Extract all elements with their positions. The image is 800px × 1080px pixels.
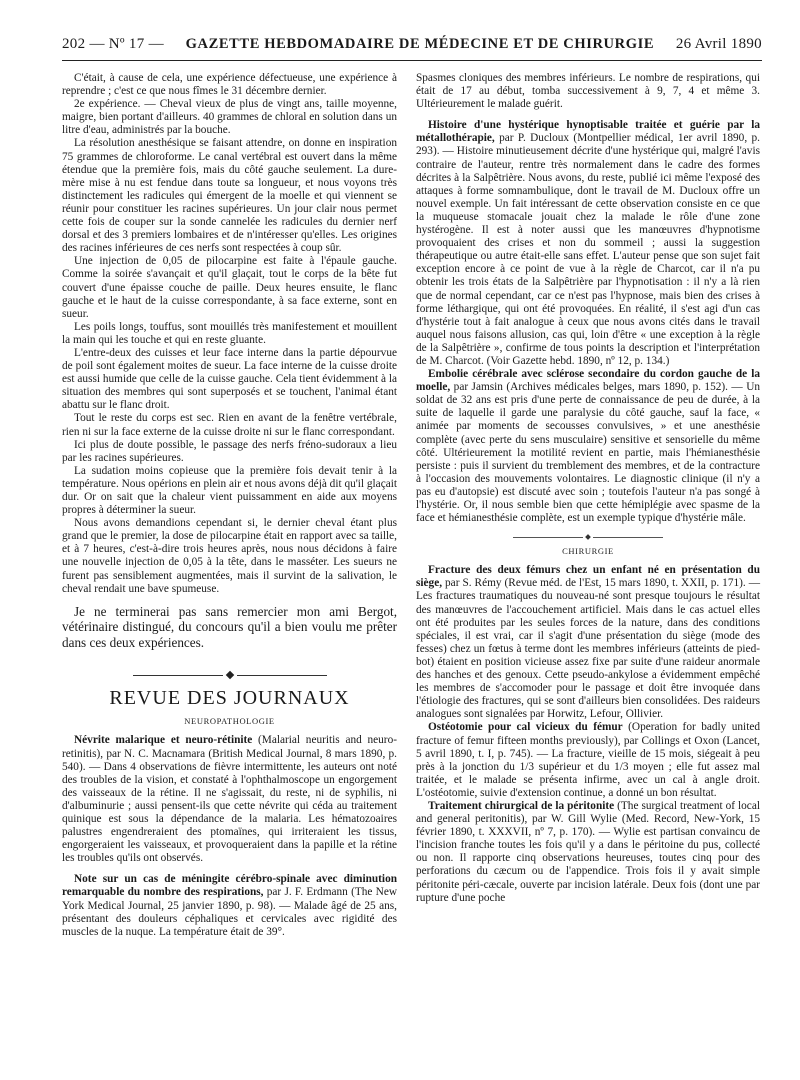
article-entry <box>416 119 760 368</box>
article-entry <box>416 368 760 525</box>
journal-title: GAZETTE HEBDOMADAIRE DE MÉDECINE ET DE CHIRURGIE <box>185 36 655 52</box>
article-body: par J. F. Erdmann (The New York Medical Journal, 25 janvier 1890, p. 98). — Malade âgé de 25 ans, présentant des douleurs céphaliques et cervicales avec rigidité des muscles de la nuque. La température était de 39°. <box>62 886 397 938</box>
article-title: Névrite malarique et neuro-rétinite <box>74 734 253 747</box>
article-title: Note sur un cas de méningite cérébro-spinale avec diminution remarquable du nombre des respirations, <box>62 873 397 899</box>
article-body: par P. Ducloux (Montpellier médical, 1er avril 1890, p. 293). — Histoire minutieusement décrite d'une hystérique qui, malgré l'avis contraire de l'auteur, rentre très normalement dans le cadre des formes décrites à la Salpêtrière. Nous avons, du reste, publié ici même l'exposé des attaques à forme somnambulique, dont le travail de M. Ducloux offre un nouvel exemple. Un fait intéressant de cette observation consiste en ce que la muqueuse stomacale jouait chez la malade le rôle d'une zone hystérogène. Il est à noter aussi que les manœuvres d'hypnotisme provoquaient des crises et non du sommeil ; aussi la suggestion thérapeutique ou autre était-elle sans effet. L'auteur pense que son sujet fait exception encore à ce point de vue à la règle de Charcot, car il n'a pu obtenir les trois états de la Salpêtrière par l'hypnotisation : il n'y a là rien que de normal cependant, car ce n'est pas l'hypnose, mais bien des crises à forme léthargique, qui ont été provoquées. En réalité, il s'est agi d'un cas d'hystérie tout à fait analogue à ceux que nous avons cités dans le travail auquel nous faisons allusion, cas qui, loin d'être « une exception à la règle de la Salpêtrière », confirme de tous points la description et l'interprétation de M. Charcot. (Voir Gazette hebd. 1890, nº 12, p. 134.) <box>416 132 760 367</box>
article-title: Ostéotomie pour cal vicieux du fémur <box>428 721 623 734</box>
issue-date: 26 Avril 1890 <box>675 36 762 52</box>
paragraph: Les poils longs, touffus, sont mouillés très manifestement et mouillent la main qui les touche et qui en reste gluante. <box>62 320 397 346</box>
article-entry <box>416 564 760 721</box>
subsection-heading: CHIRURGIE <box>562 546 614 557</box>
article-entry <box>416 721 760 800</box>
subsection-heading: NEUROPATHOLOGIE <box>184 716 275 727</box>
left-column <box>62 72 397 939</box>
paragraph: 2e expérience. — Cheval vieux de plus de vingt ans, taille moyenne, maigre, bien portant d'ailleurs. 40 grammes de chloral en solution dans un litre d'eau, administrés par la bouche. <box>62 98 397 137</box>
section-divider <box>416 535 760 539</box>
paragraph: C'était, à cause de cela, une expérience défectueuse, une expérience à reprendre ; c'est ce que nous fîmes le 31 décembre dernier. <box>62 72 397 98</box>
article-entry <box>416 800 760 905</box>
section-heading: REVUE DES JOURNAUX <box>109 687 350 710</box>
article-entry <box>62 734 397 865</box>
article-body: par S. Rémy (Revue méd. de l'Est, 15 mars 1890, t. XXII, p. 171). — Les fractures traumatiques du nouveau-né sont presque toujours le résultat des manœuvres de l'accouchement artificiel. Mais dans le cas actuel elles ont été produites par les seules forces de la nature, dans des conditions spéciales, il est vrai, car il s'agit d'une présentation du siège (mode des fesses) chez un fœtus à terme dont les membres inférieurs (atteints de pied-bot) étaient en position vicieuse assez fixe par suite d'une raideur anormale des hanches et des genoux. Cette pseudo-ankylose a évidemment empêché les membres de s'accomoder pour le passage et doit être invoquée dans l'étiologie des fractures, qui se sont d'ailleurs bien consolidées. Des raideurs analogues sont signalées par Horwitz, Lefour, Ollivier. <box>416 577 760 721</box>
paragraph: La résolution anesthésique se faisant attendre, on donne en inspiration 75 grammes de chloroforme. Le canal vertébral est ouvert dans la même étendue que la première fois, mais du côté gauche seulement. La dure-mère mise à nu est fendue dans toute sa longueur, et nous voyons très distinctement les radicules qui émergent de la moelle et qui viennent se réunir pour constituer les racines supérieures. Un jour clair nous permet cette fois de couper sur la sonde cannelée les radicules du dernier nerf dorsal et des 3 premiers lombaires et de n'intéresser qu'elles. Les origines des racines inférieures de ces nerfs sont respectées à coup sûr. <box>62 137 397 255</box>
paragraph: Une injection de 0,05 de pilocarpine est faite à l'épaule gauche. Comme la soirée s'avançait et qu'il glaçait, tout le corps de la bête fut couvert d'une épaisse couche de paille. Deux heures ensuite, le flanc gauche et le haut de la cuisse correspondante, à sa face externe, sont en sueur. <box>62 255 397 320</box>
article-body: (The surgical treatment of local and general peritonitis), par W. Gill Wylie (Med. Record, New-York, 15 février 1890, t. XXXVII, nº 7, p. 170). — Wylie est partisan convaincu de l'incision franche toutes les fois qu'il y a dans le péritoine du pus, collecté ou non. Il rapporte cinq observations heureuses, toutes cinq pour des perforations du cæcum ou de l'appendice. Trois fois il y avait simple péritonite péri-cæcale, ouverte par incision latérale. Deux fois (dont une par rupture d'une poche <box>416 799 760 904</box>
article-body: par Jamsin (Archives médicales belges, mars 1890, p. 152). — Un soldat de 32 ans est pris d'une perte de connaissance de peu de durée, à la suite de laquelle il garde une paralysie du côté gauche, sauf la face, « animée par moments de secousses convulsives, » et une anesthésie complète (avec perte du sens musculaire) sensitive et sensorielle du même côté. Ultérieurement la motilité revient en partie, mais l'hémianesthésie persiste : puis il survient du tremblement des membres, et de la contracture à l'occasion des mouvements volontaires. Le diagnostic clinique (il n'y a pas eu d'autopsie) est discuté avec soin ; toutefois l'auteur n'a pas songé à l'hystérie. Or, il nous semble bien que cette hémiplégie avec spasme de la face et hémianesthésie complète, est un exemple typique d'hystérie mâle. <box>416 381 760 525</box>
closing-paragraph: Je ne terminerai pas sans remercier mon ami Bergot, vétérinaire distingué, du concours qu'il a bien voulu me prêter dans ces deux expériences. <box>62 603 397 650</box>
paragraph: Tout le reste du corps est sec. Rien en avant de la fenêtre vertébrale, rien ni sur la face externe de la cuisse droite ni sur le flanc correspondant. <box>62 412 397 438</box>
paragraph: Nous avons demandions cependant si, le dernier cheval étant plus grand que le premier, la dose de pilocarpine était en rapport avec sa taille, et à 7 heures, c'est-à-dire trois heures après, nous nous décidons à faire une nouvelle injection de 0,05 à la tête, dans le masséter. Les sueurs ne furent pas sensiblement augmentées, mais il survint de la salivation, le cheval rendait une bave spumeuse. <box>62 517 397 595</box>
article-body: (Operation for badly united fracture of femur fifteen months previously), par Collings et Oxon (Lancet, 5 avril 1890, t. I, p. 745). — La fracture, vieille de 15 mois, siégeait à peu près à la jonction du 1/3 supérieur et du 1/3 moyen ; elle fut assez mal traitée, et le malade se présenta infirme, avec un cal à angle droit. L'ostéotomie, suivie d'extension continue, a donné un bon résultat. <box>416 721 760 799</box>
paragraph: L'entre-deux des cuisses et leur face interne dans la partie dépourvue de poil sont également moites de sueur. La face interne de la cuisse droite est aussi humide que celle de la cuisse gauche. Cela tient évidemment à la situation des membres qui sont superposés et se touchent, l'animal étant abattu sur le flanc droit. <box>62 346 397 412</box>
article-entry <box>62 873 397 938</box>
header-rule <box>62 60 762 61</box>
paragraph: Spasmes cloniques des membres inférieurs. Le nombre de respirations, qui était de 17 au début, tomba successivement à 9, 7, 4 et même 3. Ultérieurement le malade guérit. <box>416 72 760 111</box>
article-title: Traitement chirurgical de la péritonite <box>428 799 615 812</box>
paragraph: Ici plus de doute possible, le passage des nerfs fréno-sudoraux a lieu par les racines supérieures. <box>62 438 397 464</box>
article-title: Fracture des deux fémurs chez un enfant né en présentation du siège, <box>416 564 760 590</box>
page-header <box>62 36 762 58</box>
right-column <box>416 72 760 905</box>
article-title: Histoire d'une hystérique hynoptisable traitée et guérie par la métallothérapie, <box>416 119 760 145</box>
section-ornament <box>62 672 397 678</box>
paragraph: La sudation moins copieuse que la première fois devait tenir à la température. Nous opérions en plein air et nous avons déjà dit qu'il glaçait dur. Or on sait que la chaleur vient puissamment en aide aux moyens propres à déterminer la sueur. <box>62 464 397 517</box>
article-body: (Malarial neuritis and neuro-retinitis), par N. C. Macnamara (British Medical Journal, 8 mars 1890, p. 540). — Dans 4 observations de fièvre intermittente, les auteurs ont noté des troubles de la vision, et constaté à l'ophthalmoscope un engorgement des vaisseaux de la rétine. Il ne s'agissait, du reste, ni de syphilis, ni d'albuminurie ; aussi pensent-ils que cette névrite qui céda au traitement quinique est sous la dépendance de la malaria. Les hématozoaires palustres engendreraient des ptomaïnes, qui irriteraient les tissus, engorgeraient les vaisseaux, et provoqueraient dans la papille et la rétine les troubles qu'ils ont observés. <box>62 734 397 865</box>
article-title: Embolie cérébrale avec sclérose secondaire du cordon gauche de la moelle, <box>416 368 760 394</box>
page-number: 202 — Nº 17 — <box>62 36 164 52</box>
